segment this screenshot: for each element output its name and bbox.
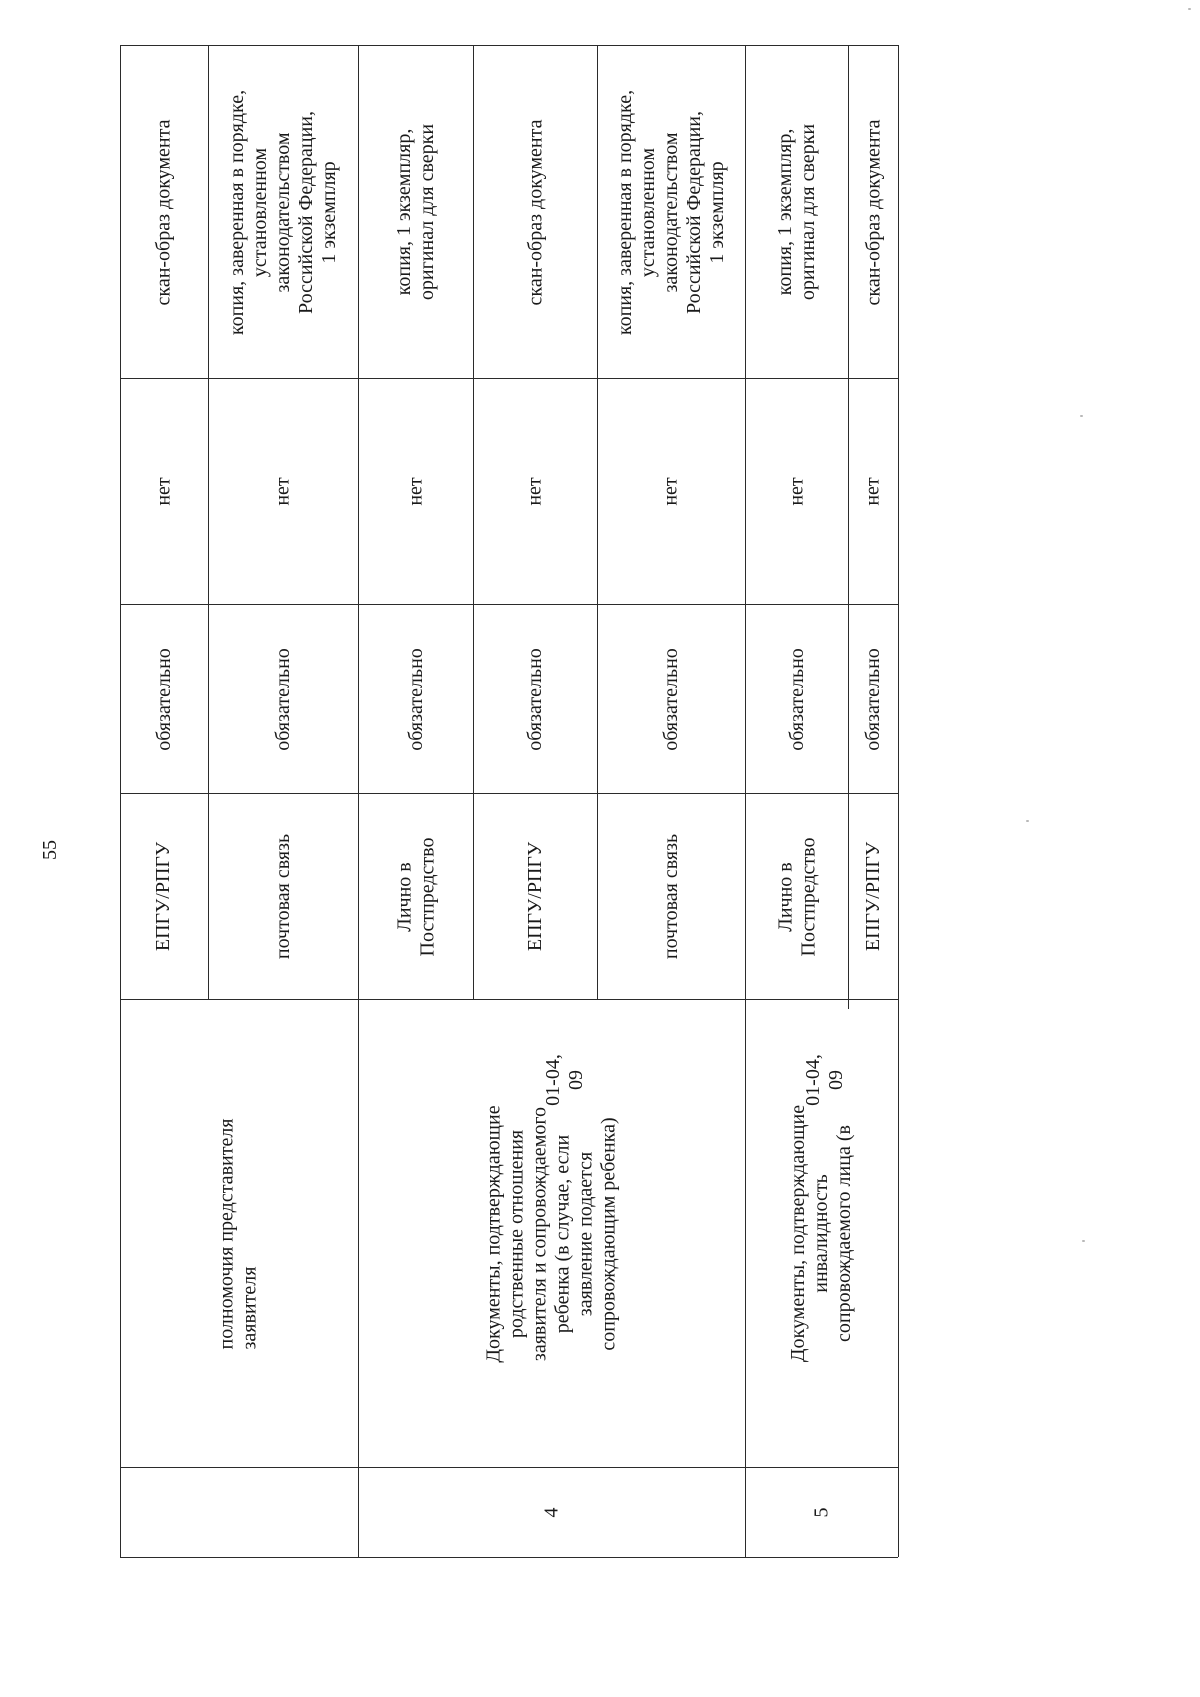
row-number: 4 — [540, 1507, 563, 1518]
form-line: копия, заверенная в порядке, — [226, 89, 249, 335]
form-line: 1 экземпляр — [318, 160, 341, 264]
method-label: Постпредство — [416, 837, 439, 956]
method-cell — [209, 794, 358, 999]
scan-speck — [1080, 415, 1083, 417]
method-cell — [474, 794, 597, 999]
method-label: Постпредство — [797, 837, 820, 956]
doc-name-line: Документы, подтверждающие — [787, 1104, 810, 1363]
criteria-label: нет — [861, 477, 884, 506]
code-line: 09 — [824, 1070, 847, 1091]
form-line: копия, 1 экземпляр, — [393, 128, 416, 296]
method-label: почтовая связь — [271, 833, 294, 960]
method-cell — [598, 794, 745, 999]
requirement-label: обязательно — [660, 647, 682, 751]
requirement-label: обязательно — [404, 647, 427, 751]
form-cell — [598, 46, 745, 378]
doc-name-line: ребенка (в случае, если — [551, 1134, 574, 1333]
criteria-cell — [209, 379, 358, 604]
form-line: оригинал для сверки — [797, 123, 820, 301]
form-line: 1 экземпляр — [706, 160, 729, 264]
method-label: Лично в — [393, 861, 416, 932]
code-line: 01-04, — [541, 1054, 564, 1106]
method-label: ЕПГУ/РПГУ — [523, 841, 546, 952]
method-label: ЕПГУ/РПГУ — [862, 841, 885, 952]
codes-cell — [780, 1020, 870, 1140]
codes-cell — [520, 1020, 610, 1140]
doc-name-line: полномочия представителя — [215, 1117, 238, 1350]
requirement-label: обязательно — [862, 647, 884, 751]
doc-name-line: сопровождаемого лица (в — [833, 1125, 856, 1342]
form-line: законодательством — [660, 131, 683, 293]
criteria-label: нет — [523, 477, 546, 506]
doc-name-line: Документы, подтверждающие — [482, 1104, 505, 1363]
form-cell — [849, 46, 898, 378]
requirement-label: обязательно — [524, 647, 546, 751]
form-line: установленном — [249, 147, 272, 277]
table-border-right — [898, 45, 899, 1557]
form-cell — [746, 46, 848, 378]
criteria-label: нет — [152, 477, 175, 506]
row-number: 5 — [810, 1507, 833, 1518]
scan-speck — [1082, 1240, 1085, 1242]
requirement-cell — [209, 605, 358, 793]
doc-name-line: родственные отношения — [505, 1129, 528, 1338]
doc-name-line: заявителя — [238, 1266, 261, 1350]
criteria-label: нет — [271, 477, 294, 506]
form-label: скан-образ документа — [152, 119, 175, 305]
requirement-cell — [359, 605, 473, 793]
requirement-label: обязательно — [785, 647, 808, 751]
requirement-cell — [474, 605, 597, 793]
criteria-label: нет — [404, 477, 427, 506]
criteria-cell — [474, 379, 597, 604]
form-cell — [120, 46, 208, 378]
form-cell — [209, 46, 358, 378]
form-line: оригинал для сверки — [416, 123, 439, 301]
requirement-cell — [598, 605, 745, 793]
method-cell — [359, 794, 473, 999]
code-line: 01-04, — [801, 1054, 824, 1106]
form-cell — [359, 46, 473, 378]
row-number-cell — [359, 1468, 745, 1557]
scan-speck — [1026, 820, 1029, 822]
criteria-label: нет — [785, 477, 808, 506]
requirement-cell — [120, 605, 208, 793]
form-line: копия, 1 экземпляр, — [774, 128, 797, 296]
page-number: 55 — [39, 840, 61, 860]
form-line: Российской Федерации, — [683, 110, 706, 314]
criteria-cell — [746, 379, 848, 604]
scan-speck — [1188, 8, 1191, 10]
row-number-cell — [746, 1468, 898, 1557]
criteria-cell — [359, 379, 473, 604]
doc-name-line: заявление подается — [574, 1151, 597, 1316]
doc-name-cell — [120, 1000, 358, 1467]
doc-name-line: инвалидность — [810, 1174, 833, 1293]
form-label: скан-образ документа — [524, 119, 546, 305]
method-cell — [849, 794, 898, 999]
doc-name-line: сопровождающим ребенка) — [597, 1116, 620, 1351]
method-label: почтовая связь — [659, 833, 682, 960]
criteria-cell — [120, 379, 208, 604]
doc-name-line: заявителя и сопровождаемого — [528, 1106, 551, 1361]
form-line: Российской Федерации, — [295, 110, 318, 314]
method-label: ЕПГУ/РПГУ — [152, 841, 175, 952]
method-cell — [120, 794, 208, 999]
requirement-cell — [746, 605, 848, 793]
code-line: 09 — [564, 1070, 587, 1091]
requirement-cell — [849, 605, 898, 793]
form-line: установленном — [637, 147, 660, 277]
criteria-cell — [849, 379, 898, 604]
form-line: копия, заверенная в порядке, — [614, 89, 637, 335]
criteria-cell — [598, 379, 745, 604]
method-cell — [746, 794, 848, 999]
table-border-bottom — [120, 1557, 898, 1558]
requirement-label: обязательно — [272, 647, 294, 751]
requirement-label: обязательно — [152, 647, 175, 751]
form-line: законодательством — [272, 131, 295, 293]
form-cell — [474, 46, 597, 378]
form-label: скан-образ документа — [862, 119, 884, 305]
method-label: Лично в — [774, 861, 797, 932]
criteria-label: нет — [659, 477, 682, 506]
